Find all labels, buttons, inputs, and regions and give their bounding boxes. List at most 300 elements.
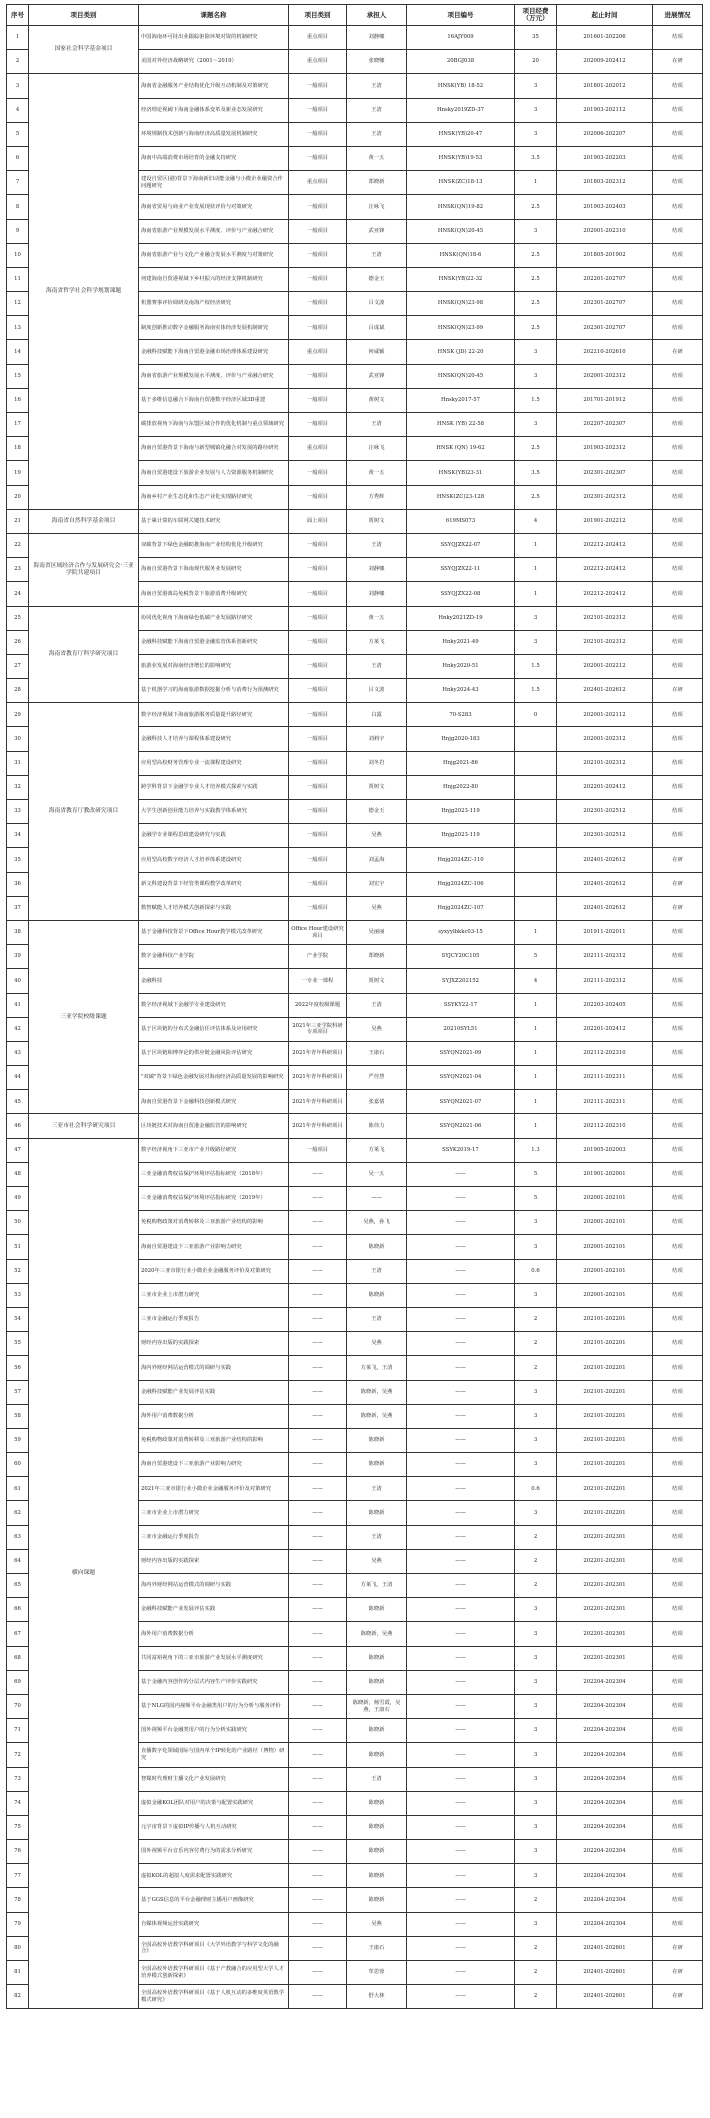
cell-type: —— (289, 1694, 347, 1718)
cell-status: 结项 (653, 775, 703, 799)
cell-fund: 3 (515, 1211, 557, 1235)
cell-fund: 2 (515, 1307, 557, 1331)
cell-status: 结项 (653, 1138, 703, 1162)
cell-status: 结项 (653, 1041, 703, 1065)
cell-code: SSYQN2021-06 (407, 1114, 515, 1138)
cell-type: —— (289, 1912, 347, 1936)
cell-code: HNSK(ZC)23-128 (407, 485, 515, 509)
cell-code: —— (407, 1525, 515, 1549)
cell-code: SSYQJZX22-11 (407, 558, 515, 582)
cell-person: 黄一五 (347, 606, 407, 630)
cell-status: 结项 (653, 1380, 703, 1404)
cell-fund: 3 (515, 1598, 557, 1622)
cell-no: 10 (7, 243, 29, 267)
cell-no: 61 (7, 1477, 29, 1501)
cell-title: 海南自贸港背景下金融科技创新模式研究 (139, 1090, 289, 1114)
cell-person: 刘宏宇 (347, 872, 407, 896)
cell-status: 结项 (653, 1791, 703, 1815)
cell-code: Hnsky2017-57 (407, 388, 515, 412)
cell-type: —— (289, 1670, 347, 1694)
cell-title: 制度创新推动数字金融服务海南实体经济发展机制研究 (139, 316, 289, 340)
cell-status: 结项 (653, 1598, 703, 1622)
cell-title: 新文科建设背景下经管类课程教学改革研究 (139, 872, 289, 896)
cell-title: 海南省旅游产业规模发展水平测度、评价与产业融合研究 (139, 364, 289, 388)
cell-title: 智媒时代理财主播文化产业发展研究 (139, 1767, 289, 1791)
cell-status: 结项 (653, 1549, 703, 1573)
cell-no: 70 (7, 1694, 29, 1718)
cell-fund: 1 (515, 1114, 557, 1138)
cell-no: 25 (7, 606, 29, 630)
cell-no: 4 (7, 98, 29, 122)
cell-code: —— (407, 1404, 515, 1428)
cell-title: 何建海南自贸港视域下乡村振兴的经济支撑机制研究 (139, 267, 289, 291)
cell-person: 王清 (347, 993, 407, 1017)
cell-no: 45 (7, 1090, 29, 1114)
cell-time: 202101-202312 (557, 751, 653, 775)
cell-time: 202301-202312 (557, 485, 653, 509)
cell-type: —— (289, 1985, 347, 2009)
cell-person: 陈晓新 (347, 1719, 407, 1743)
cell-type: —— (289, 1235, 347, 1259)
cell-person: 吕成斌 (347, 316, 407, 340)
cell-time: 202201-202301 (557, 1646, 653, 1670)
cell-fund: 3 (515, 1815, 557, 1839)
cell-person: 黄树文 (347, 388, 407, 412)
cell-no: 46 (7, 1114, 29, 1138)
cell-code: HNSK(YB) 18-52 (407, 74, 515, 98)
cell-no: 18 (7, 437, 29, 461)
cell-code: HNSK (JD) 22-20 (407, 340, 515, 364)
cell-no: 80 (7, 1936, 29, 1960)
cell-person: 陈晓新，吴燕 (347, 1404, 407, 1428)
cell-code: HNSK(QN)20-45 (407, 364, 515, 388)
cell-type: 面上项目 (289, 509, 347, 533)
cell-type: —— (289, 1501, 347, 1525)
cell-no: 42 (7, 1017, 29, 1041)
cell-fund: 3 (515, 1622, 557, 1646)
cell-status: 结项 (653, 533, 703, 557)
cell-category: 海南省哲学社会科学规划课题 (29, 74, 139, 509)
cell-code: HNSK(YB)19-53 (407, 146, 515, 170)
cell-status: 结项 (653, 558, 703, 582)
cell-title: "双碳"背景下绿色金融发展对海南经济高质量发展的影响研究 (139, 1066, 289, 1090)
cell-type: —— (289, 1574, 347, 1598)
cell-status: 结项 (653, 267, 703, 291)
cell-person: 方莱飞，王清 (347, 1356, 407, 1380)
cell-type: 一般项目 (289, 896, 347, 920)
cell-fund: 5 (515, 1187, 557, 1211)
cell-code: HNSK (YB) 22-58 (407, 413, 515, 437)
cell-status: 结项 (653, 1719, 703, 1743)
cell-code: —— (407, 1961, 515, 1985)
cell-type: 重点项目 (289, 340, 347, 364)
cell-code: Hnky2021ZD-19 (407, 606, 515, 630)
cell-type: —— (289, 1356, 347, 1380)
cell-type: 2022年度校级课题 (289, 993, 347, 1017)
cell-person: 舒大林 (347, 1985, 407, 2009)
cell-fund: 3 (515, 1428, 557, 1452)
cell-time: 202101-202312 (557, 630, 653, 654)
cell-person: 刘静娜 (347, 26, 407, 50)
cell-fund: 2 (515, 1574, 557, 1598)
cell-type: —— (289, 1936, 347, 1960)
cell-person: 陈晓新 (347, 1840, 407, 1864)
cell-person: —— (347, 1187, 407, 1211)
cell-time: 202001-202310 (557, 219, 653, 243)
cell-person: 吴燕 (347, 1912, 407, 1936)
cell-title: 2020年三亚市银行业小微企业金融服务评价及对策研究 (139, 1259, 289, 1283)
cell-person: 汪咏飞 (347, 195, 407, 219)
cell-title: 海南自贸港背景下海南现代服务业发展研究 (139, 558, 289, 582)
cell-person: 陈晓新 (347, 1864, 407, 1888)
cell-no: 34 (7, 824, 29, 848)
cell-no: 68 (7, 1646, 29, 1670)
cell-fund: 3 (515, 1840, 557, 1864)
cell-code: SYJCY20C105 (407, 945, 515, 969)
cell-no: 22 (7, 533, 29, 557)
cell-person: 吴燕 (347, 1017, 407, 1041)
cell-code: Hnjg2023-119 (407, 800, 515, 824)
cell-status: 结项 (653, 920, 703, 944)
table-row (7, 26, 703, 50)
cell-status: 结项 (653, 1187, 703, 1211)
cell-person: 王清 (347, 1477, 407, 1501)
cell-time: 202401-202601 (557, 1985, 653, 2009)
cell-type: 重点项目 (289, 50, 347, 74)
cell-category: 海南省教育厅教改研究项目 (29, 703, 139, 921)
cell-no: 32 (7, 775, 29, 799)
cell-status: 在研 (653, 896, 703, 920)
cell-title: 三亚金融消费权益保护环境评估指标研究（2018年） (139, 1162, 289, 1186)
cell-time: 201903-202203 (557, 146, 653, 170)
cell-status: 结项 (653, 1912, 703, 1936)
cell-type: 一般项目 (289, 74, 347, 98)
cell-title: 金融学专业课程思政建设研究与实践 (139, 824, 289, 848)
cell-title: 国外视频平台金融类用户的行为分析实践研究 (139, 1719, 289, 1743)
cell-title: 全国高校外语教学科研项目《基于产教融合的应用型大学人才培养模式创新探索》 (139, 1961, 289, 1985)
cell-no: 19 (7, 461, 29, 485)
cell-category: 横向课题 (29, 1138, 139, 2009)
cell-type: —— (289, 1743, 347, 1767)
cell-title: 海南省旅游产业与文化产业融合发展水平测度与对策研究 (139, 243, 289, 267)
cell-no: 11 (7, 267, 29, 291)
cell-code: —— (407, 1283, 515, 1307)
cell-fund: 3 (515, 122, 557, 146)
cell-code: —— (407, 1235, 515, 1259)
cell-person: 王清 (347, 74, 407, 98)
cell-type: —— (289, 1719, 347, 1743)
cell-no: 77 (7, 1864, 29, 1888)
cell-title: 中国海南环可持出业跟踪驱除环境对资的机制研究 (139, 26, 289, 50)
cell-type: 2021年青年科研项目 (289, 1041, 347, 1065)
cell-person: 陈晓新，吴燕 (347, 1380, 407, 1404)
cell-no: 47 (7, 1138, 29, 1162)
cell-fund: 2 (515, 1985, 557, 2009)
cell-title: 基于累计算的车联网关键技术研究 (139, 509, 289, 533)
cell-type: —— (289, 1767, 347, 1791)
cell-type: —— (289, 1428, 347, 1452)
cell-no: 31 (7, 751, 29, 775)
cell-title: 海内外财经网站运营模式的调研与实践 (139, 1574, 289, 1598)
cell-no: 5 (7, 122, 29, 146)
cell-time: 202006-202207 (557, 122, 653, 146)
cell-fund: 3 (515, 1791, 557, 1815)
cell-time: 202001-202112 (557, 703, 653, 727)
cell-person: 刘孟海 (347, 848, 407, 872)
cell-title: 免税购物政策对消费转移及三亚旅游产业结构的影响 (139, 1428, 289, 1452)
cell-no: 82 (7, 1985, 29, 2009)
cell-type: —— (289, 1211, 347, 1235)
cell-type: —— (289, 1961, 347, 1985)
cell-time: 202101-202201 (557, 1453, 653, 1477)
cell-time: 202101-202201 (557, 1477, 653, 1501)
cell-status: 结项 (653, 630, 703, 654)
cell-code: —— (407, 1985, 515, 2009)
cell-time: 202301-202307 (557, 461, 653, 485)
cell-no: 1 (7, 26, 29, 50)
cell-fund: 1 (515, 1017, 557, 1041)
cell-fund: 1 (515, 993, 557, 1017)
cell-code: HNSK(QN)23-98 (407, 292, 515, 316)
cell-person: 吴燕 (347, 1549, 407, 1573)
cell-time: 202111-202312 (557, 945, 653, 969)
cell-title: 协同优化视角下海南绿色低碳产业发展路径研究 (139, 606, 289, 630)
cell-title: 海南省贸易与商业产业发展现状评价与对策研究 (139, 195, 289, 219)
cell-type: —— (289, 1283, 347, 1307)
cell-time: 202111-202312 (557, 969, 653, 993)
cell-fund: 3 (515, 1912, 557, 1936)
cell-title: 海南中高端消费市场培育的金融支持研究 (139, 146, 289, 170)
cell-code: Hnjg2020-183 (407, 727, 515, 751)
cell-fund: 2.5 (515, 316, 557, 340)
cell-time: 202001-202101 (557, 1187, 653, 1211)
cell-title: 直播数字化领域国际与国内单个IP转化的产业路径（博物）研究 (139, 1743, 289, 1767)
cell-person: 方莱飞 (347, 1138, 407, 1162)
cell-status: 结项 (653, 1114, 703, 1138)
cell-status: 在研 (653, 1961, 703, 1985)
cell-code: —— (407, 1574, 515, 1598)
cell-time: 201903-202403 (557, 195, 653, 219)
cell-fund: 3 (515, 1235, 557, 1259)
cell-time: 202001-202101 (557, 1235, 653, 1259)
cell-code: 20BGJ038 (407, 50, 515, 74)
cell-title: 免税购物政策对消费转移及三亚旅游产业结构的影响 (139, 1211, 289, 1235)
cell-time: 202101-202201 (557, 1356, 653, 1380)
cell-person: 郑晓新 (347, 171, 407, 195)
cell-time: 201801-202012 (557, 74, 653, 98)
cell-no: 16 (7, 388, 29, 412)
cell-fund (515, 775, 557, 799)
cell-status: 在研 (653, 340, 703, 364)
cell-status: 结项 (653, 122, 703, 146)
cell-person: 王清 (347, 654, 407, 678)
cell-no: 27 (7, 654, 29, 678)
cell-no: 41 (7, 993, 29, 1017)
cell-type: 一般项目 (289, 388, 347, 412)
cell-title: 大学生创新创业能力培养与实践教学体系研究 (139, 800, 289, 824)
cell-person: 吕文波 (347, 292, 407, 316)
cell-type: 一般项目 (289, 848, 347, 872)
cell-time: 202001-202101 (557, 1259, 653, 1283)
cell-fund: 3 (515, 1767, 557, 1791)
cell-title: 全国高校外语教学科研项目《基于人机互动的多维度英语教学模式研究》 (139, 1985, 289, 2009)
cell-no: 51 (7, 1235, 29, 1259)
cell-code: —— (407, 1694, 515, 1718)
cell-fund: 3 (515, 1404, 557, 1428)
cell-no: 28 (7, 679, 29, 703)
cell-type: —— (289, 1380, 347, 1404)
cell-no: 6 (7, 146, 29, 170)
cell-type: —— (289, 1525, 347, 1549)
cell-no: 43 (7, 1041, 29, 1065)
cell-no: 75 (7, 1815, 29, 1839)
cell-person: 王康石 (347, 1936, 407, 1960)
cell-no: 35 (7, 848, 29, 872)
cell-title: 跨学科背景下金融学专业人才培养模式探索与实践 (139, 775, 289, 799)
cell-no: 79 (7, 1912, 29, 1936)
cell-status: 结项 (653, 1332, 703, 1356)
cell-type: 一般项目 (289, 1138, 347, 1162)
cell-title: 建设自贸区(港)背景下海南新旧动能金融与小微企业融资合作问题研究 (139, 171, 289, 195)
cell-person: 贾树文 (347, 509, 407, 533)
cell-type: —— (289, 1815, 347, 1839)
cell-fund: 2.5 (515, 267, 557, 291)
cell-status: 结项 (653, 1840, 703, 1864)
cell-code: —— (407, 1936, 515, 1960)
cell-person: 王康石 (347, 1041, 407, 1065)
cell-no: 38 (7, 920, 29, 944)
cell-title: 虚拟金融KOL团队对用户的决策与配置实践研究 (139, 1791, 289, 1815)
cell-no: 73 (7, 1767, 29, 1791)
cell-code: —— (407, 1259, 515, 1283)
cell-code: Hnjg2022-80 (407, 775, 515, 799)
cell-person: 张晓娜 (347, 50, 407, 74)
cell-no: 62 (7, 1501, 29, 1525)
cell-code: SSYK2019-17 (407, 1138, 515, 1162)
cell-person: 张嘉倩 (347, 1090, 407, 1114)
cell-status: 结项 (653, 219, 703, 243)
cell-code: —— (407, 1187, 515, 1211)
cell-time: 202212-202412 (557, 533, 653, 557)
cell-time: 202001-202101 (557, 1211, 653, 1235)
cell-title: 美国对外经济战略研究（2001～2019） (139, 50, 289, 74)
cell-no: 71 (7, 1719, 29, 1743)
cell-time: 202112-202310 (557, 1114, 653, 1138)
cell-fund: 3 (515, 1864, 557, 1888)
cell-person: 吴燕 (347, 824, 407, 848)
cell-status: 结项 (653, 74, 703, 98)
cell-fund (515, 727, 557, 751)
cell-type: 一般项目 (289, 703, 347, 727)
cell-fund: 1 (515, 171, 557, 195)
cell-code: SSYQJZX22-07 (407, 533, 515, 557)
cell-type: —— (289, 1864, 347, 1888)
cell-status: 结项 (653, 171, 703, 195)
cell-fund: 3 (515, 74, 557, 98)
header-title: 课题名称 (139, 5, 289, 26)
cell-title: 财经内容出版的实践探索 (139, 1332, 289, 1356)
cell-title: 海内外财经网站运营模式的调研与实践 (139, 1356, 289, 1380)
table-row (7, 1138, 703, 1162)
project-table (6, 4, 703, 2009)
cell-title: 三亚市金融运行季度报告 (139, 1525, 289, 1549)
cell-code: —— (407, 1453, 515, 1477)
cell-time: 202301-202707 (557, 316, 653, 340)
cell-title: 海南自贸港建设下旅游企业发展与人力资源服务机制研究 (139, 461, 289, 485)
cell-code: —— (407, 1743, 515, 1767)
cell-person: 贾树文 (347, 969, 407, 993)
cell-time: 202101-202201 (557, 1428, 653, 1452)
cell-status: 结项 (653, 316, 703, 340)
cell-time: 202111-202311 (557, 1090, 653, 1114)
cell-category: 国家社会科学基金项目 (29, 26, 139, 74)
cell-category: 三亚市社会科学研究项目 (29, 1114, 139, 1138)
cell-type: 一般项目 (289, 727, 347, 751)
cell-status: 结项 (653, 1453, 703, 1477)
cell-time: 202204-202304 (557, 1864, 653, 1888)
cell-code: HNSK (QN) 19-62 (407, 437, 515, 461)
cell-fund: 3 (515, 340, 557, 364)
cell-type: Office Hour建设研究项目 (289, 920, 347, 944)
cell-time: 202201-202301 (557, 1525, 653, 1549)
cell-type: 一般项目 (289, 582, 347, 606)
cell-fund (515, 751, 557, 775)
cell-category: 三亚学院校级课题 (29, 920, 139, 1114)
cell-fund: 3 (515, 1694, 557, 1718)
cell-time: 202204-202304 (557, 1912, 653, 1936)
cell-no: 29 (7, 703, 29, 727)
cell-person: 王清 (347, 1259, 407, 1283)
cell-person: 陈晓新 (347, 1428, 407, 1452)
cell-status: 结项 (653, 98, 703, 122)
cell-person: 德金玉 (347, 800, 407, 824)
header-category: 项目类别 (29, 5, 139, 26)
cell-person: 牟思蓉 (347, 1961, 407, 1985)
cell-time: 202111-202311 (557, 1066, 653, 1090)
cell-fund: 2 (515, 1888, 557, 1912)
cell-type: —— (289, 1307, 347, 1331)
cell-title: 三亚市金融运行季度报告 (139, 1307, 289, 1331)
cell-person: 黄一五 (347, 461, 407, 485)
cell-status: 结项 (653, 413, 703, 437)
cell-fund: 2 (515, 1961, 557, 1985)
cell-time: 201911-202011 (557, 920, 653, 944)
cell-code: 70-S283 (407, 703, 515, 727)
cell-time: 202201-202412 (557, 1017, 653, 1041)
cell-fund (515, 872, 557, 896)
cell-fund: 3 (515, 219, 557, 243)
cell-title: 基于区块链的分布式金融信任评估体系及应用研究 (139, 1017, 289, 1041)
cell-status: 结项 (653, 485, 703, 509)
cell-person: 王清 (347, 1307, 407, 1331)
cell-person: 武亚锋 (347, 219, 407, 243)
cell-type: 一般项目 (289, 654, 347, 678)
cell-no: 78 (7, 1888, 29, 1912)
cell-status: 结项 (653, 1743, 703, 1767)
cell-no: 20 (7, 485, 29, 509)
cell-type: 一般项目 (289, 533, 347, 557)
cell-person: 陈晓新 (347, 1453, 407, 1477)
cell-code: SSYQN2021-07 (407, 1090, 515, 1114)
cell-time: 202001-202101 (557, 1283, 653, 1307)
cell-type: 一般项目 (289, 800, 347, 824)
cell-status: 结项 (653, 26, 703, 50)
cell-status: 结项 (653, 388, 703, 412)
cell-code: HNSK(QN)18-6 (407, 243, 515, 267)
cell-status: 结项 (653, 993, 703, 1017)
cell-fund: 3 (515, 413, 557, 437)
cell-code: Hnjg2024ZC-106 (407, 872, 515, 896)
